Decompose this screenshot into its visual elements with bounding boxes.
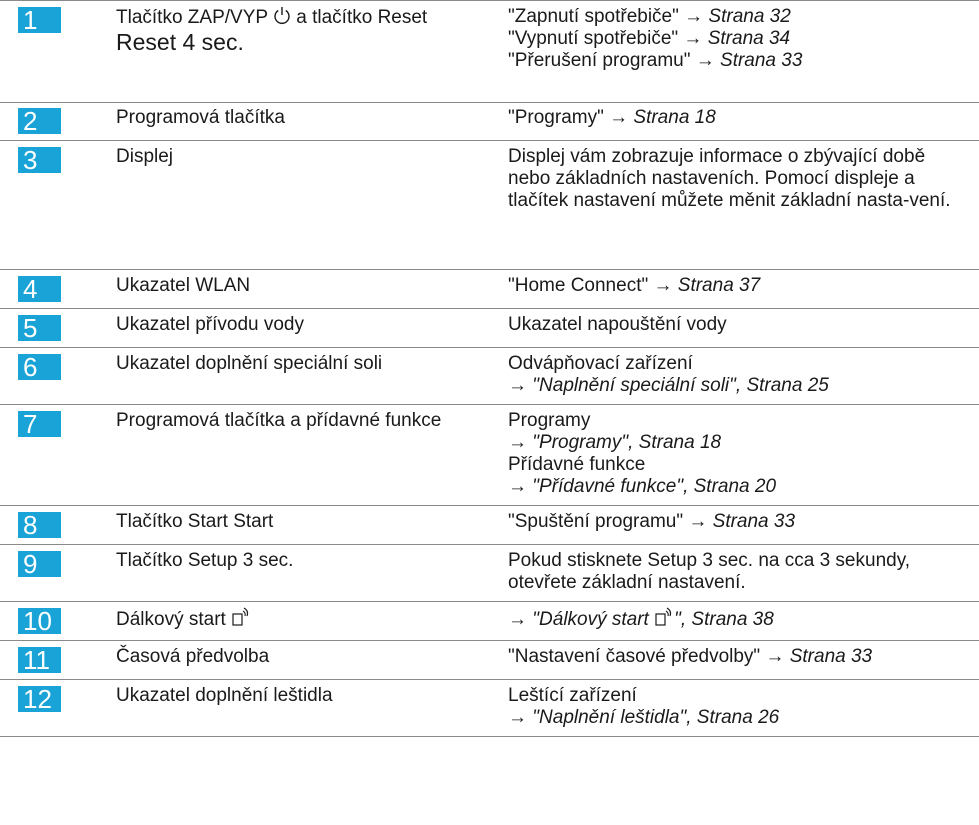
reference-link[interactable]: → "Naplnění speciální soli", Strana 25 — [508, 375, 829, 396]
component-description: Leštící zařízení → "Naplnění leštidla", Strana 26 — [508, 685, 968, 729]
component-name: Tlačítko ZAP/VYP a tlačítko Reset Reset 4 sec. — [116, 6, 496, 55]
reference-link[interactable]: "Vypnutí spotřebiče" → Strana 34 — [508, 28, 791, 49]
component-name: Tlačítko Setup 3 sec. — [116, 550, 294, 571]
component-name: Ukazatel doplnění leštidla — [116, 685, 333, 706]
row-number: 11 — [18, 647, 61, 673]
row-number: 5 — [18, 315, 61, 341]
component-name: Tlačítko Start Start — [116, 511, 274, 532]
reference-link[interactable]: → "Dálkový start ", Strana 38 — [508, 609, 774, 630]
reference-link[interactable]: "Přerušení programu" → Strana 33 — [508, 50, 803, 71]
table-row — [0, 141, 979, 270]
component-description — [508, 646, 968, 668]
row-number: 8 — [18, 512, 61, 538]
row-number: 9 — [18, 551, 61, 577]
component-name: Displej — [116, 146, 174, 167]
component-name: Programová tlačítka — [116, 107, 285, 128]
component-description: Odvápňovací zařízení → "Naplnění speciální soli", Strana 25 — [508, 353, 968, 397]
reference-link[interactable]: "Programy" → Strana 18 — [508, 107, 716, 128]
setup-label: Setup 3 sec. — [647, 550, 754, 571]
remote-start-icon — [654, 607, 674, 627]
row-number: 2 — [18, 108, 61, 134]
table-row — [0, 641, 979, 680]
row-number: 10 — [18, 608, 61, 634]
table-row — [0, 102, 979, 141]
table-row — [0, 309, 979, 348]
component-name: Ukazatel doplnění speciální soli — [116, 353, 383, 374]
component-name: Časová předvolba — [116, 646, 270, 667]
table-row — [0, 506, 979, 545]
component-name: Dálkový start — [116, 607, 496, 631]
component-description: Ukazatel napouštění vody — [508, 314, 727, 335]
reference-link[interactable]: "Zapnutí spotřebiče" → Strana 32 — [508, 6, 791, 27]
reference-link[interactable]: "Home Connect" → Strana 37 — [508, 275, 761, 296]
table-row — [0, 602, 979, 641]
component-description — [508, 275, 968, 297]
power-icon — [273, 6, 291, 25]
component-description — [508, 6, 968, 72]
component-name: Programová tlačítka a přídavné funkce — [116, 410, 442, 431]
reference-link[interactable]: "Spuštění programu" → Strana 33 — [508, 511, 796, 532]
reset-label: Reset 4 sec. — [116, 29, 244, 55]
table-row — [0, 0, 979, 103]
component-description — [508, 607, 968, 631]
table-row — [0, 680, 979, 737]
row-number: 4 — [18, 276, 61, 302]
table-row — [0, 405, 979, 506]
table-row — [0, 270, 979, 309]
table-row — [0, 545, 979, 602]
component-description — [508, 107, 968, 129]
component-name: Ukazatel přívodu vody — [116, 314, 304, 335]
remote-start-icon — [231, 607, 251, 627]
setup-label: Setup 3 sec. — [187, 550, 294, 571]
row-number: 6 — [18, 354, 61, 380]
row-number: 7 — [18, 411, 61, 437]
component-description: Pokud stisknete Setup 3 sec. na cca 3 sekundy, otevřete základní nastavení. — [508, 550, 911, 593]
table-row — [0, 348, 979, 405]
component-description: Programy → "Programy", Strana 18 Přídavné funkce → "Přídavné funkce", Strana 20 — [508, 410, 968, 498]
reference-link[interactable]: → "Naplnění leštidla", Strana 26 — [508, 707, 780, 728]
component-description — [508, 511, 968, 533]
row-number: 3 — [18, 147, 61, 173]
component-name: Ukazatel WLAN — [116, 275, 251, 296]
row-number: 12 — [18, 686, 61, 712]
component-description: Displej vám zobrazuje informace o zbývající době nebo základních nastaveních. Pomocí displeje a tlačítek nastavení můžete měnit základní nasta-vení. — [508, 146, 951, 211]
reference-link[interactable]: "Nastavení časové předvolby" → Strana 33 — [508, 646, 873, 667]
reference-link[interactable]: → "Programy", Strana 18 — [508, 432, 722, 453]
start-label: Start — [233, 511, 274, 532]
row-number: 1 — [18, 7, 61, 33]
reference-link[interactable]: → "Přídavné funkce", Strana 20 — [508, 476, 777, 497]
